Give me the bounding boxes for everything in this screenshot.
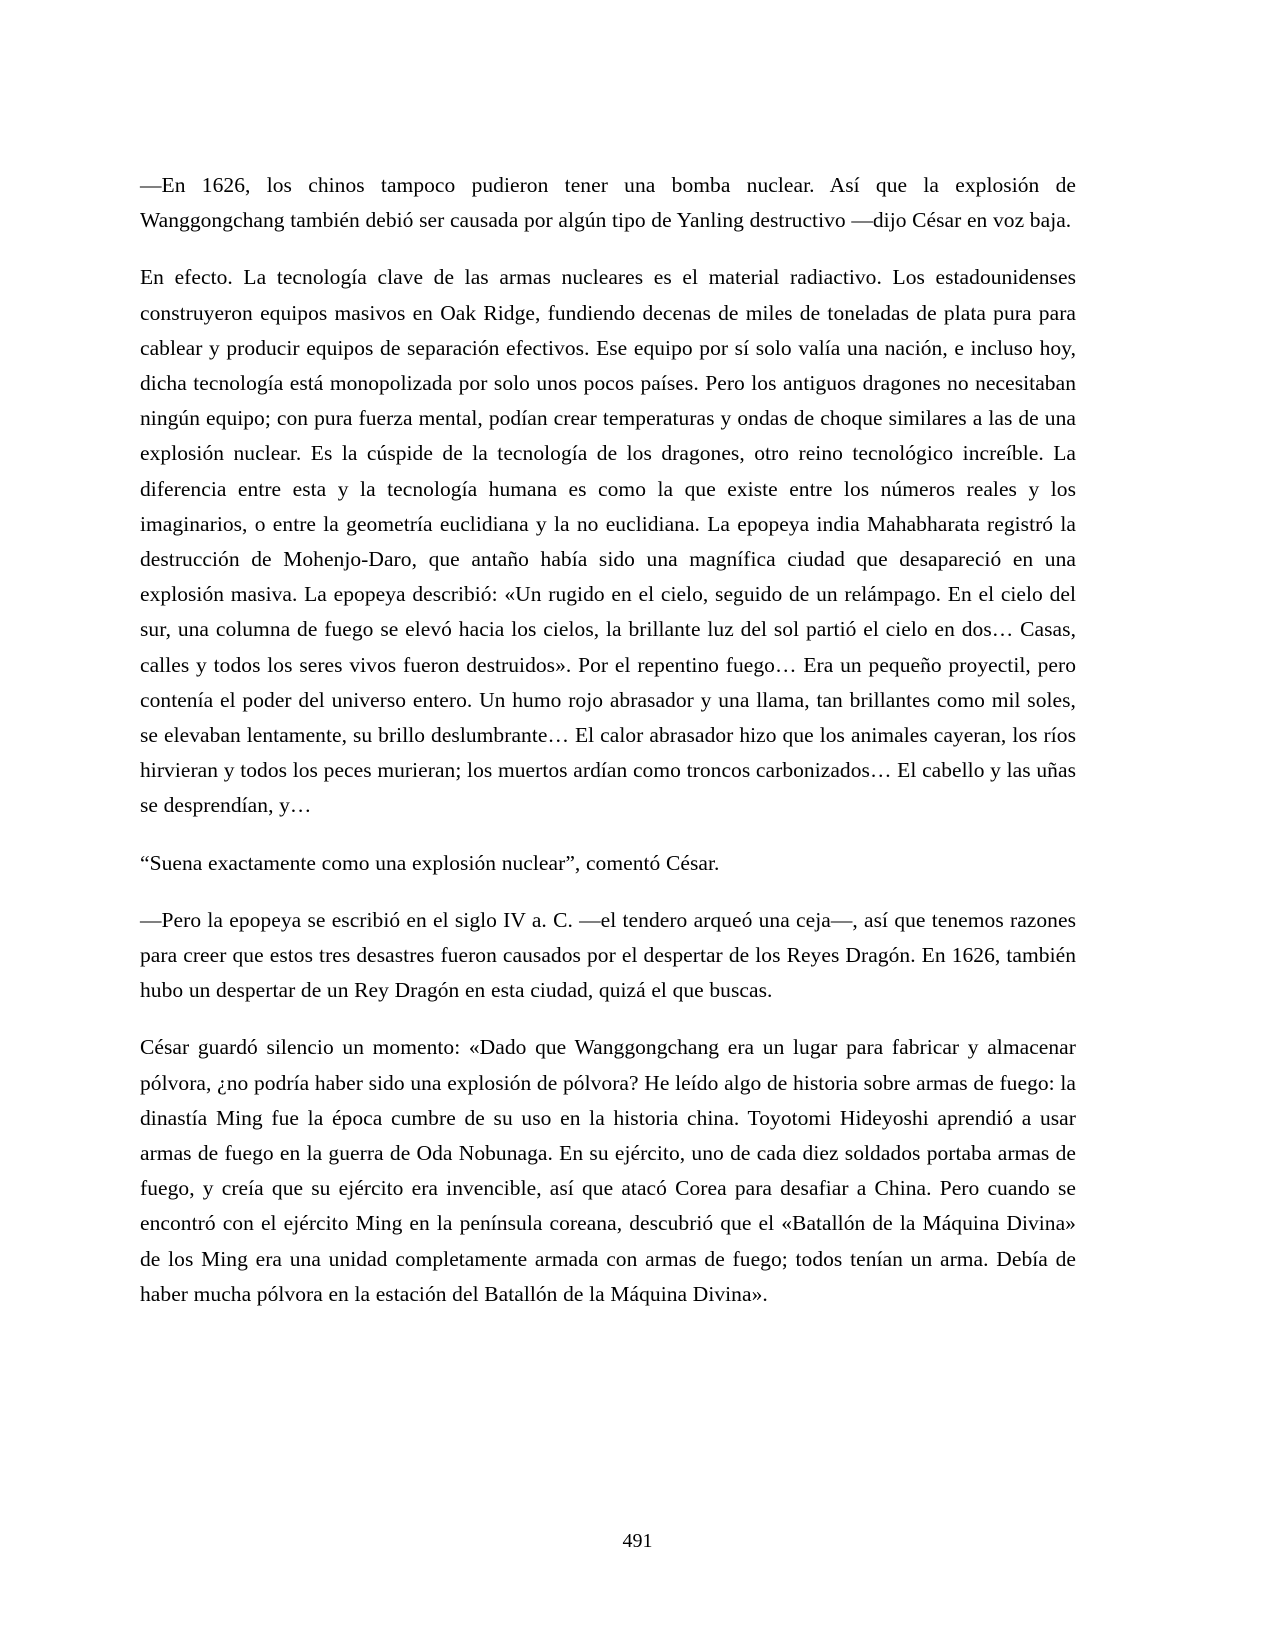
paragraph-3: “Suena exactamente como una explosión nuclear”, comentó César. <box>140 850 720 875</box>
page-number: 491 <box>622 1530 653 1552</box>
paragraph-5: César guardó silencio un momento: «Dado que Wanggongchang era un lugar para fabricar y almacenar pólvora, ¿no podría haber sido una explosión de pólvora? He leído algo de historia sobre armas de fuego: la dinastía Ming fue la época cumbre de su uso en la historia china. Toyotomi Hideyoshi aprendió a usar armas de fuego en la guerra de Oda Nobunaga. En su ejército, uno de cada diez soldados portaba armas de fuego, y creía que su ejército era invencible, así que atacó Corea para desafiar a China. Pero cuando se encontró con el ejército Ming en la península coreana, descubrió que el «Batallón de la Máquina Divina» de los Ming era una unidad completamente armada con armas de fuego; todos tenían un arma. Debía de haber mucha pólvora en la estación del Batallón de la Máquina Divina». <box>140 1035 1076 1306</box>
paragraph-4: —Pero la epopeya se escribió en el siglo IV a. C. —el tendero arqueó una ceja—, así que tenemos razones para creer que estos tres desastres fueron causados por el despertar de los Reyes Dragón. En 1626, también hubo un despertar de un Rey Dragón en esta ciudad, quizá el que buscas. <box>140 907 1076 1003</box>
paragraph-1: —En 1626, los chinos tampoco pudieron tener una bomba nuclear. Así que la explosión de Wanggongchang también debió ser causada por algún tipo de Yanling destructivo —dijo César en voz baja. <box>140 173 1076 233</box>
paragraph-2: En efecto. La tecnología clave de las armas nucleares es el material radiactivo. Los estadounidenses construyeron equipos masivos en Oak Ridge, fundiendo decenas de miles de toneladas de plata pura para cablear y producir equipos de separación efectivos. Ese equipo por sí solo valía una nación, e incluso hoy, dicha tecnología está monopolizada por solo unos pocos países. Pero los antiguos dragones no necesitaban ningún equipo; con pura fuerza mental, podían crear temperaturas y ondas de choque similares a las de una explosión nuclear. Es la cúspide de la tecnología de los dragones, otro reino tecnológico increíble. La diferencia entre esta y la tecnología humana es como la que existe entre los números reales y los imaginarios, o entre la geometría euclidiana y la no euclidiana. La epopeya india Mahabharata registró la destrucción de Mohenjo-Daro, que antaño había sido una magnífica ciudad que desapareció en una explosión masiva. La epopeya describió: «Un rugido en el cielo, seguido de un relámpago. En el cielo del sur, una columna de fuego se elevó hacia los cielos, la brillante luz del sol partió el cielo en dos… Casas, calles y todos los seres vivos fueron destruidos». Por el repentino fuego… Era un pequeño proyectil, pero contenía el poder del universo entero. Un humo rojo abrasador y una llama, tan brillantes como mil soles, se elevaban lentamente, su brillo deslumbrante… El calor abrasador hizo que los animales cayeran, los ríos hirvieran y todos los peces murieran; los muertos ardían como troncos carbonizados… El cabello y las uñas se desprendían, y… <box>140 265 1076 818</box>
body-text-column <box>140 168 1076 1312</box>
